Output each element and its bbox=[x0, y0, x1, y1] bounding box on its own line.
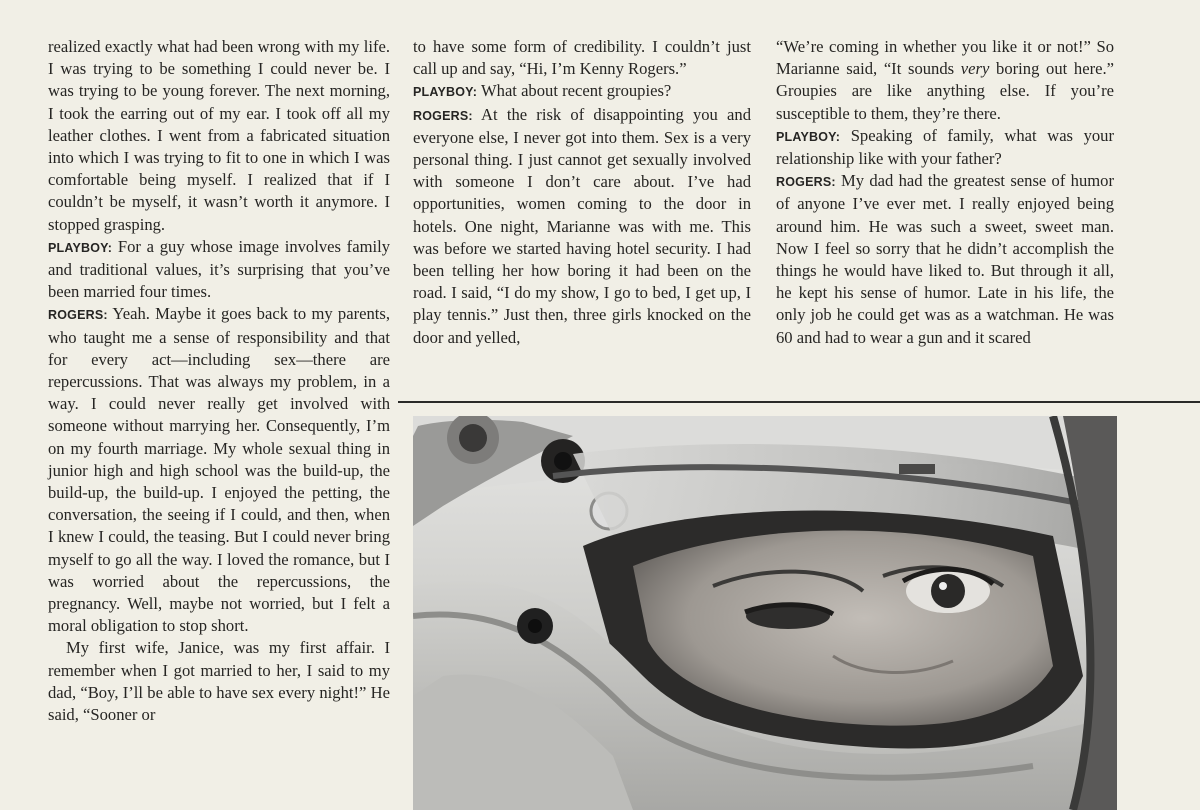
question-text: For a guy whose image involves family and traditional values, it’s surprising that you’ve been married four times. bbox=[48, 236, 390, 302]
answer bbox=[413, 104, 751, 349]
text-column-1 bbox=[48, 36, 390, 726]
helmet-photo bbox=[413, 416, 1117, 810]
speaker-label: ROGERS: bbox=[413, 108, 473, 123]
paragraph: My first wife, Janice, was my first affair. I remember when I got married to her, I said to my dad, “Boy, I’ll be able to have sex every night!” He said, “Sooner or bbox=[48, 638, 390, 725]
answer-text: At the risk of disappointing you and everyone else, I never got into them. Sex is a very personal thing. I just cannot get sexually involved with someone I don’t care about. I’ve had opportunities, women coming to the door in hotels. One night, Marianne was with me. This was before we started having hotel security. I had been telling her how boring it had been on the road. I said, “I do my show, I go to bed, I get up, I play tennis.” Just then, three girls knocked on the door and yelled, bbox=[413, 104, 752, 347]
question bbox=[48, 236, 390, 304]
text-column-2 bbox=[413, 36, 751, 349]
paragraph: “We’re coming in whether you like it or not!” So Marianne said, “It sounds very boring out here.” Groupies are like anything else. If you’re susceptible to them, they’re there. bbox=[776, 37, 1114, 123]
emphasis: very bbox=[960, 59, 990, 79]
speaker-label: ROGERS: bbox=[776, 175, 836, 190]
question-text: Speaking of family, what was your relationship like with your father? bbox=[776, 125, 1114, 169]
question bbox=[413, 80, 751, 103]
paragraph: realized exactly what had been wrong with my life. I was trying to be something I could never be. I was trying to be young forever. The next morning, I took the earring out of my ear. I took off all my leather clothes. I went from a fabricated situation into which I was trying to fit to one in which I was comfortable being myself. I realized that if I couldn’t be myself, it wasn’t worth it anymore. I stopped grasping. bbox=[48, 37, 390, 234]
answer-text: My dad had the greatest sense of humor of anyone I’ve ever met. I really enjoyed being around him. He was such a sweet, sweet man. Now I feel so sorry that he didn’t accomplish the things he would have liked to. But through it all, he kept his sense of humor. Late in his life, the only job he could get was as a watchman. He was 60 and had to wear a gun and it scared bbox=[776, 171, 1114, 347]
photo-top-rule bbox=[398, 401, 1200, 403]
speaker-label: PLAYBOY: bbox=[48, 240, 113, 255]
paragraph: to have some form of credibility. I couldn’t just call up and say, “Hi, I’m Kenny Rogers.” bbox=[413, 37, 751, 79]
text-column-3 bbox=[776, 36, 1114, 349]
answer-text: Yeah. Maybe it goes back to my parents, who taught me a sense of responsibility and that for every act—including sex—there are repercussions. That was always my problem, in a way. I could never really get involved with someone without marrying her. Consequently, I’m on my fourth marriage. My whole sexual thing in junior high and high school was the build-up, the build-up, the build-up. I enjoyed the petting, the conversation, the seeing if I could, and then, when I knew I could, the teasing. But I could never bring myself to go all the way. I loved the romance, but I was worried about the repercussions, the pregnancy. Well, maybe not worried, but I felt a moral obligation to stop short. bbox=[48, 304, 390, 636]
speaker-label: PLAYBOY: bbox=[776, 129, 841, 144]
answer bbox=[776, 170, 1114, 349]
speaker-label: ROGERS: bbox=[48, 308, 108, 323]
helmet-illustration bbox=[413, 416, 1117, 810]
speaker-label: PLAYBOY: bbox=[413, 85, 478, 100]
answer bbox=[48, 303, 390, 637]
question bbox=[776, 125, 1114, 170]
question-text: What about recent groupies? bbox=[480, 81, 672, 101]
